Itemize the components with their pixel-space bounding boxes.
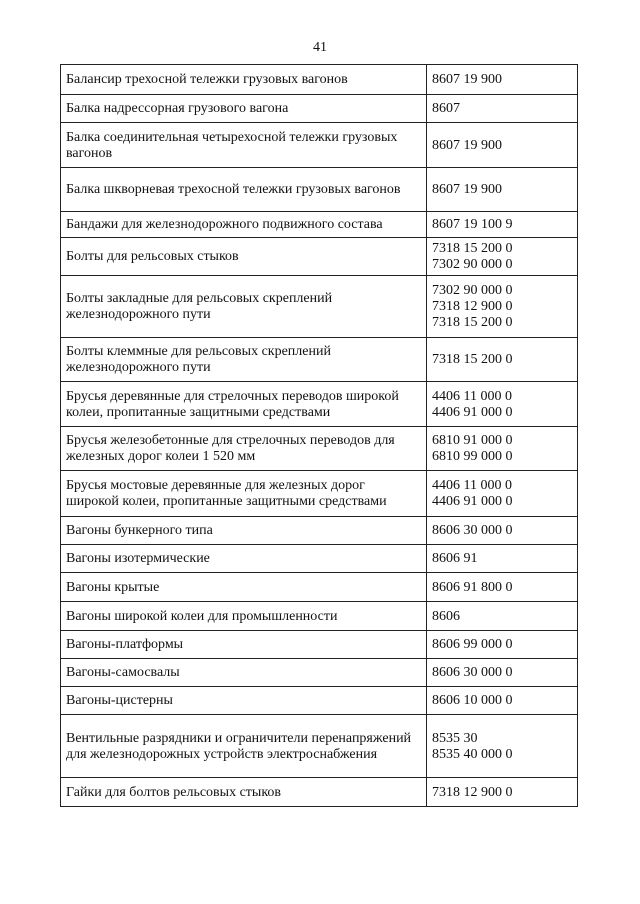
item-name-cell [61, 65, 427, 95]
table-row [61, 95, 578, 123]
item-name: Вагоны изотермические [66, 551, 210, 566]
item-name-cell [61, 602, 427, 631]
table-row [61, 238, 578, 276]
item-code-cell [427, 573, 578, 602]
item-code: 7318 12 900 0 [432, 784, 513, 800]
item-code: 8607 19 900 [432, 72, 502, 87]
item-name: Брусья деревянные для стрелочных переводов широкой колеи, пропитанные защитными средствами [66, 388, 399, 420]
item-code: 8606 30 000 0 [432, 665, 513, 680]
item-name-cell [61, 427, 427, 471]
item-code-cell [427, 471, 578, 517]
table-row [61, 276, 578, 338]
item-name-cell [61, 631, 427, 659]
item-code-cell [427, 545, 578, 573]
item-name-cell [61, 573, 427, 602]
item-code-cell [427, 659, 578, 687]
item-code: 7318 15 200 0 [432, 315, 513, 330]
item-name: Вагоны-цистерны [66, 693, 173, 708]
item-code-cell [427, 168, 578, 212]
goods-table [60, 64, 578, 807]
table-row [61, 338, 578, 382]
item-code-cell [427, 715, 578, 778]
item-code-cell [427, 778, 578, 807]
item-name-cell [61, 471, 427, 517]
item-code: 8535 40 000 0 [432, 746, 513, 762]
table-row [61, 427, 578, 471]
table-row [61, 602, 578, 631]
item-name-cell [61, 168, 427, 212]
item-name-cell [61, 778, 427, 807]
table-row [61, 715, 578, 778]
item-name: Вагоны крытые [66, 579, 160, 595]
item-code: 8606 10 000 0 [432, 693, 513, 708]
item-code: 6810 99 000 0 [432, 449, 513, 464]
item-name: Балансир трехосной тележки грузовых вагонов [66, 72, 348, 87]
item-name-cell [61, 238, 427, 276]
item-code: 7302 90 000 0 [432, 257, 513, 272]
item-code: 4406 11 000 0 [432, 388, 512, 404]
item-name-cell [61, 545, 427, 573]
item-name-cell [61, 517, 427, 545]
page-number: 41 [313, 40, 327, 55]
item-code-cell [427, 123, 578, 168]
item-code-cell [427, 631, 578, 659]
item-name-cell [61, 95, 427, 123]
item-code: 7318 12 900 0 [432, 299, 513, 314]
item-name: Балка надрессорная грузового вагона [66, 101, 289, 116]
item-code: 7318 15 200 0 [432, 352, 513, 367]
item-name: Балка шкворневая трехосной тележки грузовых вагонов [66, 182, 401, 197]
item-code: 8606 30 000 0 [432, 523, 513, 538]
item-code: 8607 19 900 [432, 137, 502, 153]
table-row [61, 382, 578, 427]
item-name: Вентильные разрядники и ограничители перенапряжений для железнодорожных устройств электроснабжения [66, 730, 412, 762]
item-code: 7318 15 200 0 [432, 241, 513, 256]
item-code-cell [427, 212, 578, 238]
item-code-cell [427, 238, 578, 276]
item-code: 6810 91 000 0 [432, 433, 513, 448]
table-row [61, 659, 578, 687]
item-code-cell [427, 427, 578, 471]
item-name: Вагоны широкой колеи для промышленности [66, 608, 338, 624]
item-name-cell [61, 212, 427, 238]
item-name: Вагоны бункерного типа [66, 523, 213, 538]
item-code-cell [427, 382, 578, 427]
item-name: Болты закладные для рельсовых скреплений железнодорожного пути [66, 291, 333, 322]
item-code-cell [427, 338, 578, 382]
item-code: 4406 91 000 0 [432, 494, 513, 509]
table-row [61, 168, 578, 212]
goods-table-body [61, 65, 578, 807]
item-name: Вагоны-самосвалы [66, 665, 180, 680]
item-code: 8535 30 [432, 730, 478, 746]
item-code: 8607 19 100 9 [432, 217, 513, 232]
item-code: 4406 11 000 0 [432, 478, 512, 493]
table-row [61, 573, 578, 602]
item-code-cell [427, 65, 578, 95]
table-row [61, 545, 578, 573]
table-row [61, 517, 578, 545]
item-code: 4406 91 000 0 [432, 404, 513, 420]
item-code-cell [427, 95, 578, 123]
table-row [61, 123, 578, 168]
table-row [61, 65, 578, 95]
table-row [61, 778, 578, 807]
item-name: Гайки для болтов рельсовых стыков [66, 784, 282, 800]
item-code: 8606 [432, 608, 460, 624]
item-name-cell [61, 276, 427, 338]
item-name-cell [61, 659, 427, 687]
table-row [61, 631, 578, 659]
item-name-cell [61, 382, 427, 427]
item-name-cell [61, 338, 427, 382]
item-name-cell [61, 715, 427, 778]
item-code-cell [427, 602, 578, 631]
item-code: 8607 [432, 101, 460, 116]
item-name: Балка соединительная четырехосной тележки грузовых вагонов [66, 129, 398, 161]
item-code-cell [427, 687, 578, 715]
item-code: 8606 99 000 0 [432, 637, 513, 652]
item-name: Болты для рельсовых стыков [66, 249, 239, 264]
item-name: Вагоны-платформы [66, 637, 184, 652]
item-name-cell [61, 687, 427, 715]
item-code: 8607 19 900 [432, 182, 502, 197]
item-code: 8606 91 [432, 551, 478, 566]
item-name: Брусья железобетонные для стрелочных переводов для железных дорог колеи 1 520 мм [66, 433, 395, 464]
item-code: 7302 90 000 0 [432, 283, 513, 298]
table-row [61, 212, 578, 238]
table-row [61, 471, 578, 517]
item-name: Бандажи для железнодорожного подвижного состава [66, 217, 383, 232]
item-name: Болты клеммные для рельсовых скреплений железнодорожного пути [66, 344, 331, 375]
item-code-cell [427, 517, 578, 545]
item-code: 8606 91 800 0 [432, 579, 513, 595]
item-name-cell [61, 123, 427, 168]
table-row [61, 687, 578, 715]
item-code-cell [427, 276, 578, 338]
item-name: Брусья мостовые деревянные для железных дорог широкой колеи, пропитанные защитными средствами [66, 478, 387, 509]
